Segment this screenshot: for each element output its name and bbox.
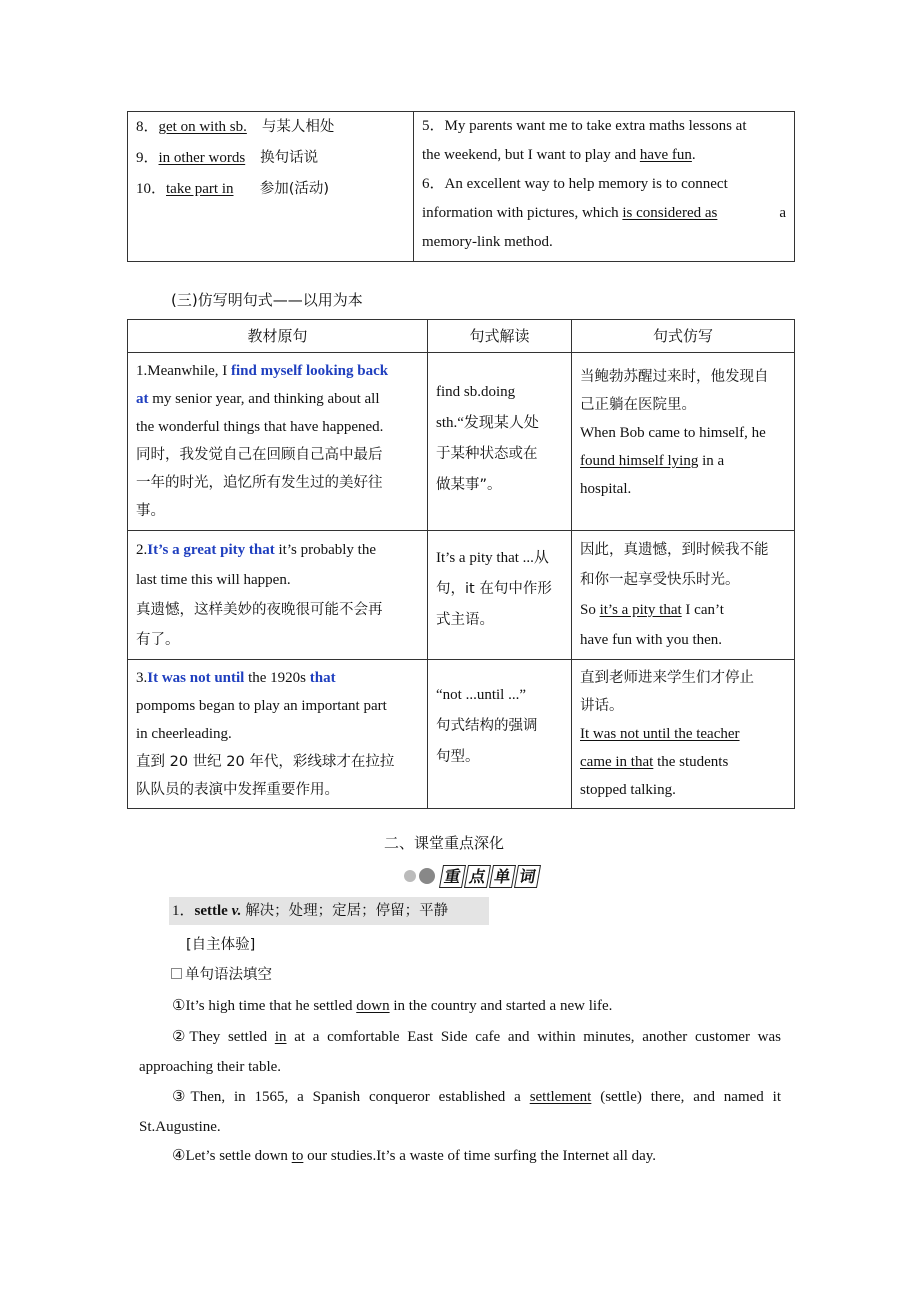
self-experience-label: [自主体验] — [186, 937, 256, 953]
sentence-5-line1: 5．My parents want me to take extra maths lessons at — [422, 118, 747, 134]
imitation-sentence: 当鲍勃苏醒过来时，他发现自 己正躺在医院里。 When Bob came to himself, he found himself lying in a hospital. — [572, 353, 795, 531]
exercise-2: ②They settled in at a comfortable East Side cafe and within minutes, another customer was approaching their table. — [139, 1029, 781, 1075]
sentence-5-line2: the weekend, but I want to play and have fun. — [422, 147, 696, 163]
table-row — [128, 531, 795, 660]
sentence-6-line3: memory-link method. — [422, 234, 553, 250]
section-title: (三)仿写明句式——以用为本 — [171, 291, 363, 309]
dot-icon — [404, 870, 416, 882]
phrase-item: 9．in other words 换句话说 — [136, 150, 319, 166]
sentence-6-line2: information with pictures, which is considered as a — [422, 205, 786, 221]
exercise-1: ①It’s high time that he settled down in the country and started a new life. — [172, 998, 613, 1014]
key-words-banner: 重 点 单 词 — [404, 862, 541, 890]
original-sentence: 2.It’s a great pity that it’s probably the last time this will happen. 真遗憾，这样美妙的夜晚很可能不会再 有了。 — [128, 531, 428, 660]
table-row — [128, 660, 795, 809]
answer-blank: It was not until the teacher — [580, 726, 740, 742]
sentence-6-line1: 6．An excellent way to help memory is to connect — [422, 176, 728, 192]
exercise-3: ③Then, in 1565, a Spanish conqueror established a settlement (settle) there, and named it St.Augustine. — [139, 1089, 781, 1135]
pattern-explanation: It’s a pity that ...从 句，it 在句中作形 式主语。 — [428, 531, 572, 660]
header-imitation: 句式仿写 — [572, 320, 795, 353]
vocab-table — [127, 111, 795, 262]
original-sentence: 1.Meanwhile, I find myself looking back at my senior year, and thinking about all the wonderful things that have happened. 同时，我发觉自己在回顾自己高中最后 一年的时光，追忆所有发生过的美好往 事。 — [128, 353, 428, 531]
exercise-title: 单句语法填空 — [171, 963, 272, 984]
sentence-cell — [414, 112, 795, 262]
word-heading: 1．settle v. 解决；处理；定居；停留；平静 — [172, 903, 449, 919]
imitation-sentence: 因此，真遗憾，到时候我不能 和你一起享受快乐时光。 So it’s a pity that I can’t have fun with you then. — [572, 531, 795, 660]
pattern-explanation: find sb.doing sth.“发现某人处 于某种状态或在 做某事”。 — [428, 353, 572, 531]
header-original: 教材原句 — [128, 320, 428, 353]
exercise-4: ④Let’s settle down to our studies.It’s a waste of time surfing the Internet all day. — [172, 1148, 657, 1164]
answer-is-considered-as: is considered as — [622, 205, 718, 221]
original-sentence: 3.It was not until the 1920s that pompoms began to play an important part in cheerleading. 直到 20 世纪 20 年代，彩线球才在拉拉 队队员的表演中发挥重要作用。 — [128, 660, 428, 809]
header-explanation: 句式解读 — [428, 320, 572, 353]
answer-have-fun: have fun — [639, 147, 692, 163]
part-title: 二、课堂重点深化 — [384, 834, 505, 852]
table-row — [128, 353, 795, 531]
phrase-item: 8．get on with sb. 与某人相处 — [136, 119, 335, 135]
checkbox-icon — [171, 968, 182, 979]
pattern-explanation: “not ...until ...” 句式结构的强调 句型。 — [428, 660, 572, 809]
dot-icon — [419, 868, 435, 884]
answer-blank: it’s a pity that — [599, 602, 682, 618]
sentence-pattern-table — [127, 319, 795, 809]
phrase-item: 10．take part in 参加(活动) — [136, 181, 330, 197]
answer-blank: found himself lying — [580, 453, 699, 469]
phrase-list-cell — [128, 112, 414, 262]
imitation-sentence: 直到老师进来学生们才停止 讲话。 It was not until the teacher came in that the students stopped talking. — [572, 660, 795, 809]
answer-blank: came in that — [580, 754, 654, 770]
